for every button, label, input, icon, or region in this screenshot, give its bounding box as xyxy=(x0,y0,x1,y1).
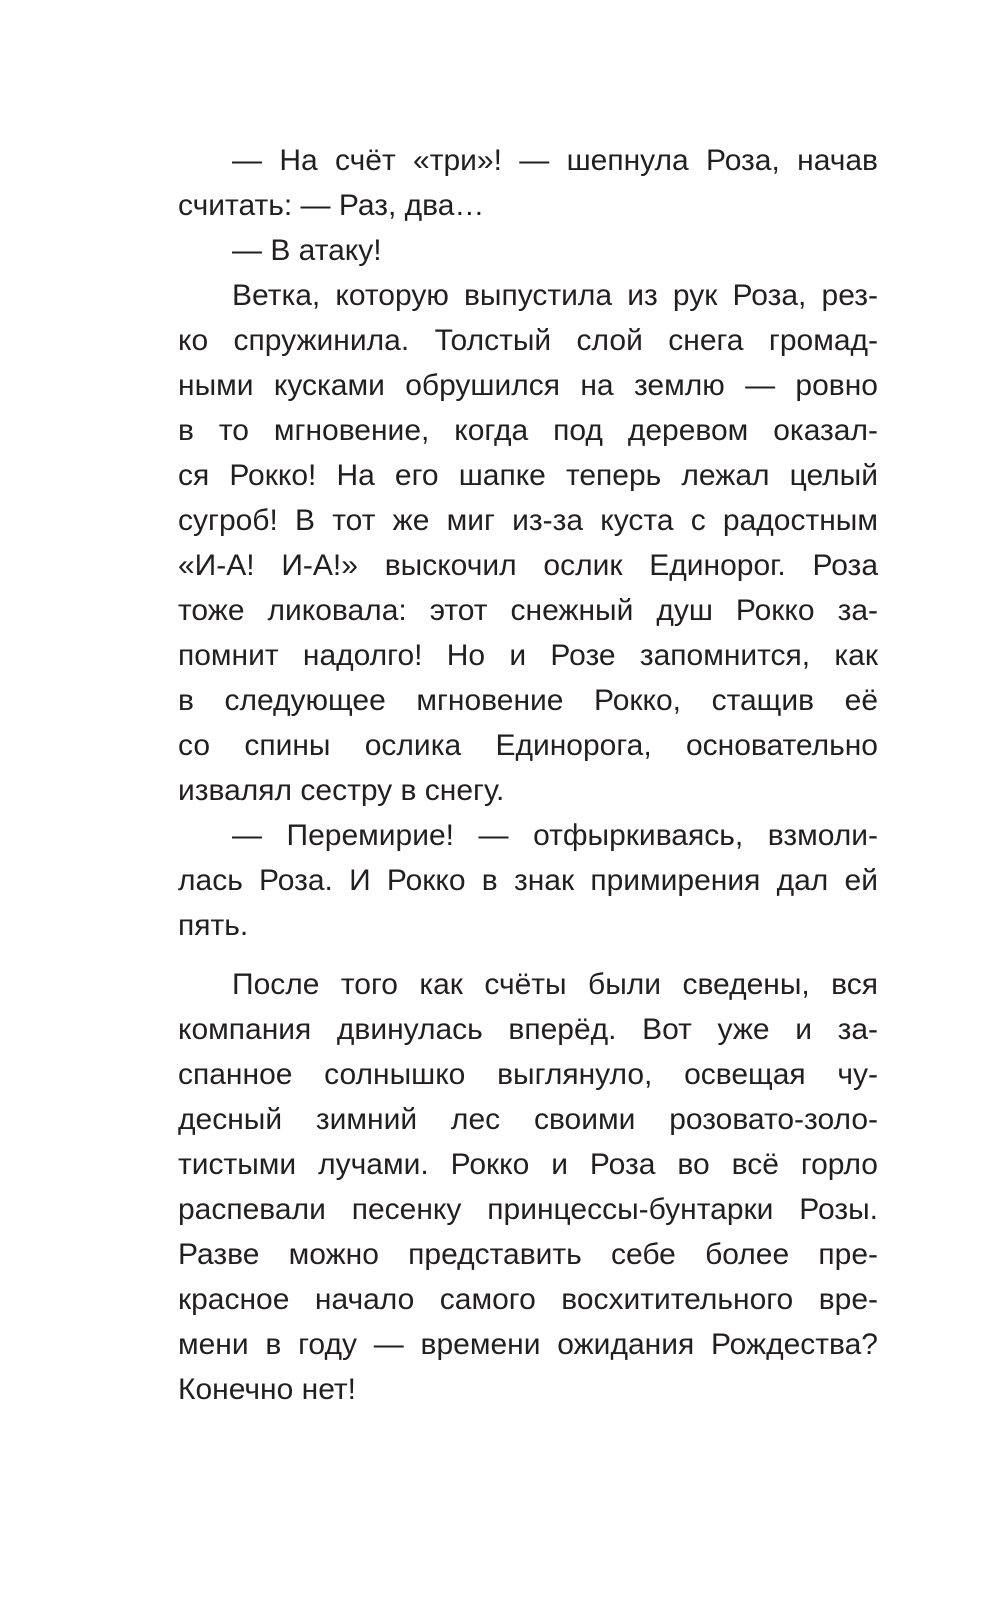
text-line: «И-А! И-А!» выскочил ослик Единорог. Роза xyxy=(178,549,878,582)
text-line: в то мгновение, когда под деревом оказал- xyxy=(178,414,878,447)
text-line: тистыми лучами. Рокко и Роза во всё горло xyxy=(178,1148,878,1181)
text-line: десный зимний лес своими розовато-золо- xyxy=(178,1103,878,1136)
text-line: После того как счёты были сведены, вся xyxy=(232,968,878,1001)
text-line: пять. xyxy=(178,909,249,942)
text-line: считать: — Раз, два… xyxy=(178,189,485,222)
text-line: ся Рокко! На его шапке теперь лежал целый xyxy=(178,459,878,492)
text-line: — На счёт «три»! — шепнула Роза, начав xyxy=(232,144,878,177)
text-line: — В атаку! xyxy=(232,234,382,267)
text-line: мени в году — времени ожидания Рождества? xyxy=(178,1328,878,1361)
text-line: Разве можно представить себе более пре- xyxy=(178,1238,878,1271)
text-body xyxy=(178,138,878,1412)
text-line: Конечно нет! xyxy=(178,1373,356,1406)
text-line: в следующее мгновение Рокко, стащив её xyxy=(178,684,878,717)
text-line: тоже ликовала: этот снежный душ Рокко за- xyxy=(178,594,878,627)
text-line: компания двинулась вперёд. Вот уже и за- xyxy=(178,1013,878,1046)
text-line: сугроб! В тот же миг из-за куста с радостным xyxy=(178,504,878,537)
text-line: красное начало самого восхитительного вре- xyxy=(178,1283,878,1316)
text-line: помнит надолго! Но и Розе запомнится, как xyxy=(178,639,878,672)
text-line: извалял сестру в снегу. xyxy=(178,774,505,807)
text-line: со спины ослика Единорога, основательно xyxy=(178,729,878,762)
text-line: ко спружинила. Толстый слой снега громад- xyxy=(178,324,878,357)
text-line: — Перемирие! — отфыркиваясь, взмоли- xyxy=(232,819,878,852)
text-line: распевали песенку принцессы-бунтарки Розы. xyxy=(178,1193,878,1226)
text-line: лась Роза. И Рокко в знак примирения дал ей xyxy=(178,864,878,897)
text-line: спанное солнышко выглянуло, освещая чу- xyxy=(178,1058,878,1091)
text-line: ными кусками обрушился на землю — ровно xyxy=(178,369,878,402)
text-line: Ветка, которую выпустила из рук Роза, рез- xyxy=(232,279,878,312)
